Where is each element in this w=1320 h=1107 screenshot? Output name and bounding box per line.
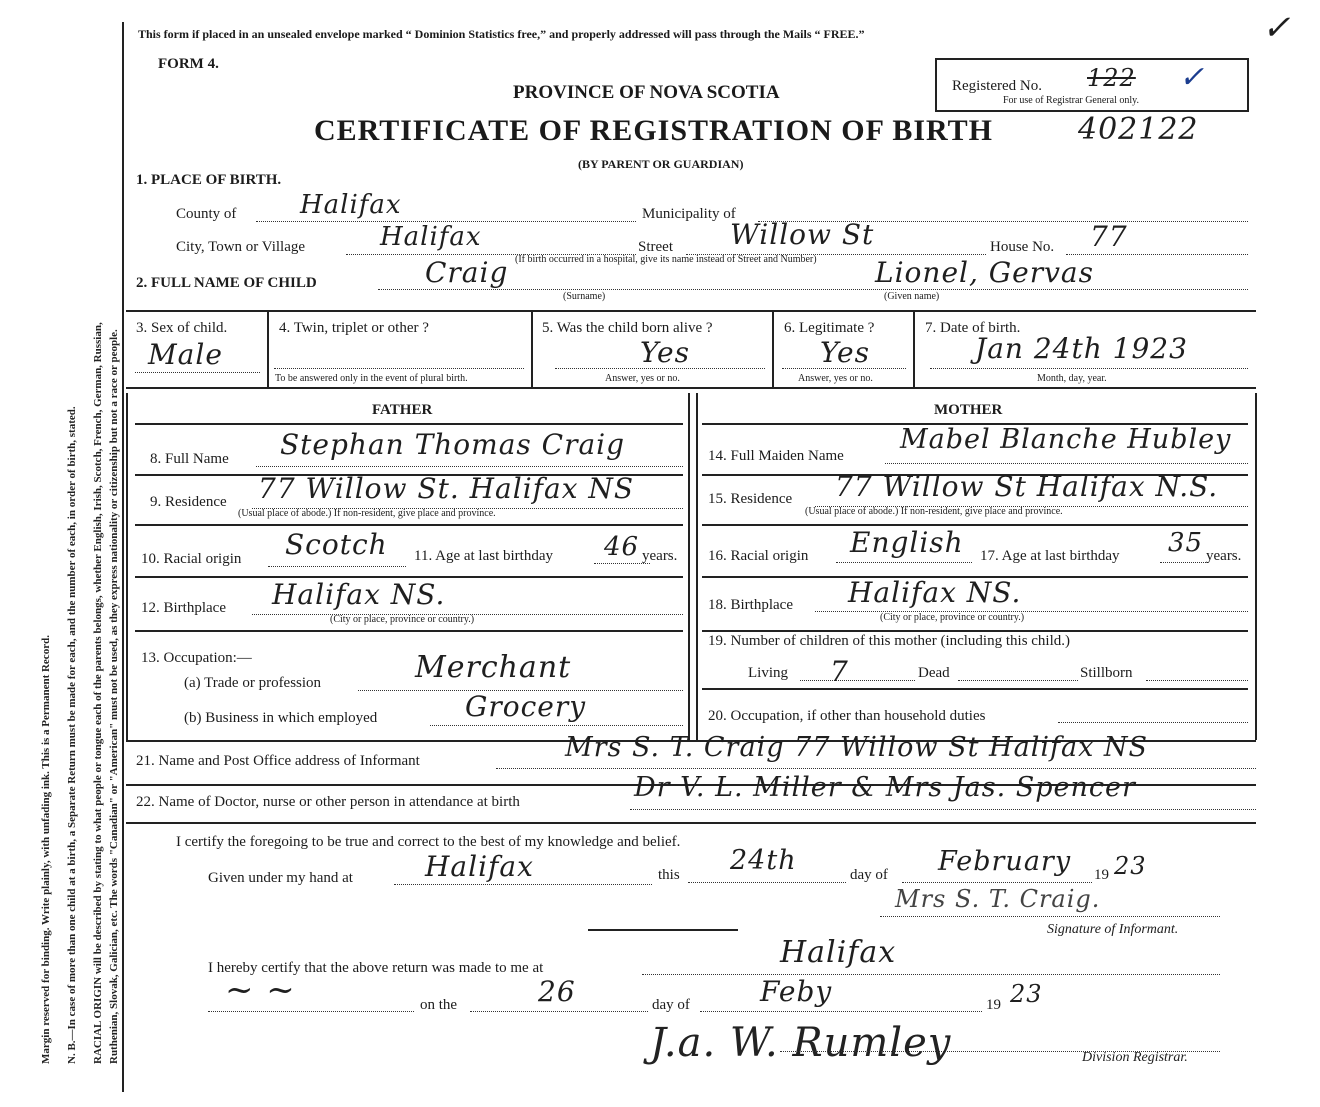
registrar-signature-caption: Division Registrar.	[1082, 1050, 1188, 1065]
margin-note-1: Margin reserved for binding. Write plainly, with unfading ink. This is a Permanent Record.	[40, 635, 52, 1064]
boxes-divider-2	[531, 310, 533, 388]
surname-line	[378, 289, 1248, 290]
mother-dead-label: Dead	[918, 665, 950, 681]
dob-line	[930, 368, 1248, 369]
father-business-value: Grocery	[465, 690, 587, 723]
father-trade-label: (a) Trade or profession	[184, 675, 322, 691]
city-label: City, Town or Village	[176, 239, 306, 255]
mother-row-rule-5	[702, 688, 1248, 690]
registered-note: For use of Registrar General only.	[1003, 95, 1139, 106]
father-occupation-label: 13. Occupation:—	[141, 650, 252, 666]
mother-stillborn-line	[1146, 680, 1248, 681]
house-line	[1066, 254, 1248, 255]
father-age-value: 46	[604, 532, 640, 562]
sex-label: 3. Sex of child.	[136, 320, 228, 336]
boxes-divider-4	[913, 310, 915, 388]
mother-name-value: Mabel Blanche Hubley	[900, 424, 1232, 455]
registrar-day-of-label: day of	[652, 997, 690, 1013]
father-age-label: 11. Age at last birthday	[414, 548, 553, 564]
mother-name-label: 14. Full Maiden Name	[708, 448, 844, 464]
registrar-month-line	[700, 1011, 982, 1012]
mother-age-line	[1160, 562, 1208, 563]
mother-years-label: years.	[1206, 548, 1242, 564]
certify-day-of-label: day of	[850, 867, 888, 883]
alive-label: 5. Was the child born alive ?	[542, 320, 713, 336]
certificate-title: CERTIFICATE OF REGISTRATION OF BIRTH	[314, 114, 993, 147]
mother-name-line	[885, 463, 1248, 464]
legitimate-label: 6. Legitimate ?	[784, 320, 875, 336]
mother-birthplace-label: 18. Birthplace	[708, 597, 793, 613]
given-under-label: Given under my hand at	[208, 870, 353, 886]
given-caption: (Given name)	[884, 291, 940, 302]
mother-living-line	[800, 680, 915, 681]
certify-day-value: 24th	[730, 845, 797, 876]
mother-occupation-line	[1058, 722, 1248, 723]
given-place-line	[394, 884, 652, 885]
legitimate-caption: Answer, yes or no.	[798, 373, 873, 384]
registered-value: 122	[1087, 64, 1136, 92]
place-heading: 1. PLACE OF BIRTH.	[136, 172, 282, 188]
registration-number: 402122	[1078, 112, 1199, 147]
mother-age-label: 17. Age at last birthday	[980, 548, 1120, 564]
mother-row-rule-4	[702, 630, 1248, 632]
father-years-label: years.	[642, 548, 678, 564]
sex-value: Male	[148, 338, 223, 371]
registrar-day-line	[470, 1011, 648, 1012]
hospital-note: (If birth occurred in a hospital, give its name instead of Street and Number)	[515, 254, 817, 265]
twin-line	[274, 368, 524, 369]
child-surname: Craig	[425, 256, 509, 289]
dob-caption: Month, day, year.	[1037, 373, 1107, 384]
mother-age-value: 35	[1168, 528, 1204, 558]
father-row-rule-2	[135, 524, 683, 526]
father-name-label: 8. Full Name	[150, 451, 229, 467]
father-name-line	[256, 466, 683, 467]
informant-label: 21. Name and Post Office address of Informant	[136, 753, 420, 769]
margin-note-4: Ruthenian, Slovak, Galician, etc. The words "Canadian" or "American" must not be used, as they express nationality or citizenship but not a race or people.	[108, 329, 120, 1064]
doctor-label: 22. Name of Doctor, nurse or other person in attendance at birth	[136, 794, 520, 810]
municipality-label: Municipality of	[642, 206, 736, 222]
informant-signature-caption: Signature of Informant.	[1047, 922, 1179, 937]
certify-year-value: 23	[1114, 852, 1147, 880]
father-row-rule-4	[135, 630, 683, 632]
mother-children-label: 19. Number of children of this mother (including this child.)	[708, 633, 1071, 649]
form-number: FORM 4.	[158, 56, 219, 72]
doctor-value: Dr V. L. Miller & Mrs Jas. Spencer	[634, 772, 1136, 803]
mother-living-value: 7	[830, 655, 849, 688]
mother-residence-caption: (Usual place of abode.) If non-resident, give place and province.	[805, 506, 1063, 517]
boxes-top-rule	[126, 310, 1256, 312]
father-col-left	[126, 393, 128, 740]
registrar-statement: I hereby certify that the above return was made to me at	[208, 960, 544, 976]
this-label: this	[658, 867, 680, 883]
father-birthplace-label: 12. Birthplace	[141, 600, 226, 616]
father-business-label: (b) Business in which employed	[184, 710, 378, 726]
street-value: Willow St	[730, 218, 875, 251]
mother-birthplace-value: Halifax NS.	[848, 576, 1022, 609]
mail-note: This form if placed in an unsealed envelope marked “ Dominion Statistics free,” and properly addressed will pass through the Mails “ FREE.”	[138, 27, 865, 41]
registered-label: Registered No.	[952, 78, 1042, 94]
registrar-place-line	[642, 974, 1220, 975]
mother-col-right	[1255, 393, 1257, 740]
certify-separator	[588, 929, 738, 931]
mother-occupation-label: 20. Occupation, if other than household duties	[708, 708, 986, 724]
mother-race-line	[836, 562, 972, 563]
father-residence-value: 77 Willow St. Halifax NS	[258, 472, 635, 505]
certify-day-line	[688, 882, 846, 883]
house-value: 77	[1090, 220, 1128, 253]
informant-signature-line	[880, 916, 1220, 917]
mother-residence-value: 77 Willow St Halifax N.S.	[835, 470, 1219, 503]
father-race-line	[268, 566, 406, 567]
mother-race-label: 16. Racial origin	[708, 548, 809, 564]
informant-value: Mrs S. T. Craig 77 Willow St Halifax NS	[565, 732, 1148, 763]
alive-caption: Answer, yes or no.	[605, 373, 680, 384]
mother-dead-line	[958, 680, 1078, 681]
dob-label: 7. Date of birth.	[925, 320, 1021, 336]
house-label: House No.	[990, 239, 1055, 255]
certificate-subtitle: (BY PARENT OR GUARDIAN)	[578, 157, 744, 171]
certify-year-prefix: 19	[1094, 867, 1109, 883]
father-residence-caption: (Usual place of abode.) If non-resident, give place and province.	[238, 508, 496, 519]
registrar-signature: J.a. W. Rumley	[650, 1020, 952, 1066]
registrar-month-value: Feby	[760, 975, 833, 1008]
sex-line	[135, 372, 260, 373]
child-name-label: 2. FULL NAME OF CHILD	[136, 275, 317, 291]
mother-col-left	[696, 393, 698, 740]
mother-race-value: English	[850, 526, 964, 559]
street-label: Street	[638, 239, 673, 255]
dob-value: Jan 24th 1923	[975, 332, 1188, 365]
father-residence-label: 9. Residence	[150, 494, 227, 510]
margin-note-3: RACIAL ORIGIN will be described by stating to what people or tongue each of the parents belongs, whether English, Irish, Scotch, French, German, Russian,	[92, 322, 104, 1064]
registered-box	[935, 58, 1249, 112]
margin-rule	[122, 22, 124, 1092]
father-heading-rule	[135, 423, 683, 425]
county-value: Halifax	[300, 190, 402, 220]
child-given-name: Lionel, Gervas	[875, 256, 1094, 289]
certify-month-value: February	[938, 846, 1072, 877]
father-trade-value: Merchant	[415, 650, 572, 685]
informant-signature: Mrs S. T. Craig.	[895, 885, 1101, 913]
registrar-year-prefix: 19	[986, 997, 1001, 1013]
certify-month-line	[902, 882, 1092, 883]
twin-caption: To be answered only in the event of plural birth.	[275, 373, 468, 384]
father-race-label: 10. Racial origin	[141, 551, 242, 567]
registrar-day-value: 26	[538, 975, 576, 1008]
certify-statement: I certify the foregoing to be true and correct to the best of my knowledge and belief.	[176, 834, 681, 850]
father-race-value: Scotch	[285, 528, 388, 561]
registrar-flourish: ~ ~	[225, 970, 296, 1010]
alive-value: Yes	[640, 336, 690, 369]
mother-living-label: Living	[748, 665, 788, 681]
mother-residence-label: 15. Residence	[708, 491, 793, 507]
doctor-rule	[126, 822, 1256, 824]
city-value: Halifax	[380, 222, 482, 252]
father-birthplace-value: Halifax NS.	[272, 578, 446, 611]
doctor-line	[630, 809, 1256, 810]
legitimate-value: Yes	[820, 336, 870, 369]
surname-caption: (Surname)	[563, 291, 606, 302]
boxes-bottom-rule	[126, 387, 1256, 389]
registrar-year-value: 23	[1010, 980, 1043, 1008]
registrar-on-the-label: on the	[420, 997, 458, 1013]
twin-label: 4. Twin, triplet or other ?	[279, 320, 429, 336]
father-heading: FATHER	[372, 402, 433, 418]
margin-note-2: N. B.—In case of more than one child at a birth, a Separate Return must be made for each, and the number of each, in order of birth, stated.	[66, 406, 78, 1064]
father-business-line	[430, 725, 683, 726]
province-heading: PROVINCE OF NOVA SCOTIA	[513, 82, 780, 103]
registrar-place-value: Halifax	[780, 935, 897, 970]
registrar-flourish-line	[208, 1011, 414, 1012]
mother-birthplace-caption: (City or place, province or country.)	[880, 612, 1025, 623]
boxes-divider-1	[267, 310, 269, 388]
check-mark-icon: ✓	[1179, 60, 1206, 95]
mother-row-rule-2	[702, 524, 1248, 526]
mother-heading: MOTHER	[934, 402, 1003, 418]
father-birthplace-caption: (City or place, province or country.)	[330, 614, 475, 625]
father-col-right	[688, 393, 690, 740]
father-name-value: Stephan Thomas Craig	[280, 428, 626, 461]
given-place-value: Halifax	[425, 850, 534, 883]
mother-stillborn-label: Stillborn	[1080, 665, 1133, 681]
boxes-divider-3	[772, 310, 774, 388]
informant-line	[496, 768, 1256, 769]
corner-check-mark: ✓	[1262, 8, 1292, 48]
county-label: County of	[176, 206, 237, 222]
